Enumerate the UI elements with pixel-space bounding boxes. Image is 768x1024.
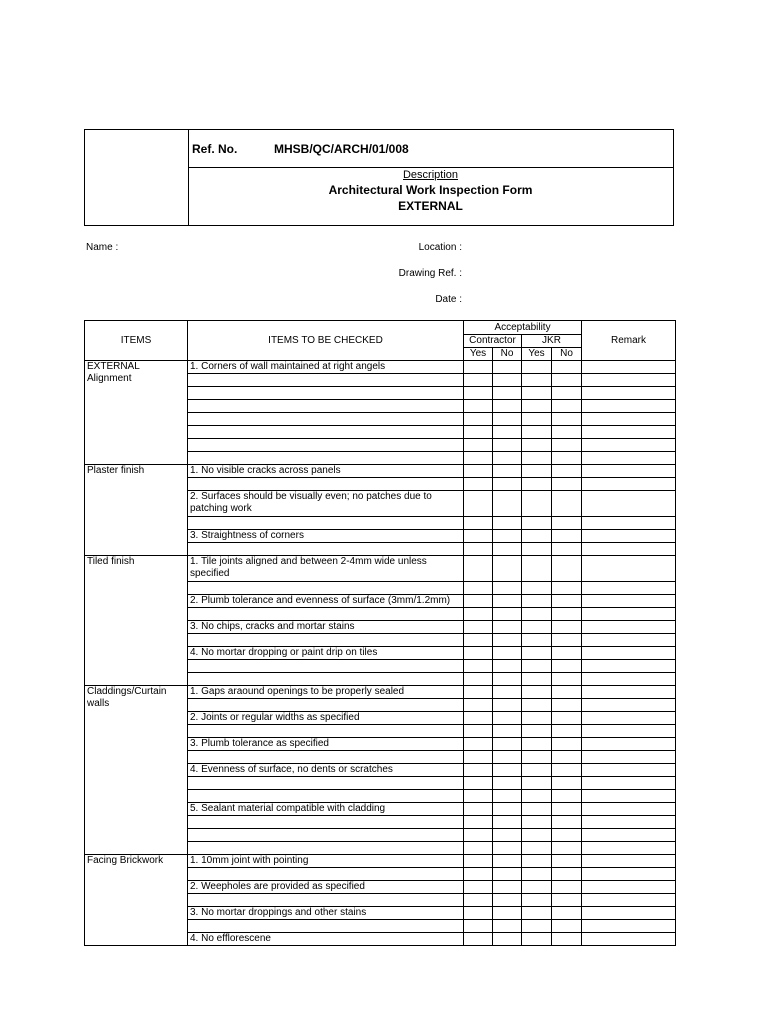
jkr-yes-cell[interactable] xyxy=(522,465,552,478)
jkr-no-cell[interactable] xyxy=(552,699,582,712)
jkr-no-cell[interactable] xyxy=(552,634,582,647)
contractor-yes-cell[interactable] xyxy=(464,491,493,517)
remark-cell[interactable] xyxy=(582,478,676,491)
jkr-no-cell[interactable] xyxy=(552,751,582,764)
jkr-yes-cell[interactable] xyxy=(522,517,552,530)
jkr-no-cell[interactable] xyxy=(552,582,582,595)
check-item-text xyxy=(188,543,464,556)
jkr-no-cell[interactable] xyxy=(552,517,582,530)
contractor-no-cell[interactable] xyxy=(493,842,522,855)
remark-cell[interactable] xyxy=(582,582,676,595)
table-row xyxy=(85,556,676,582)
remark-cell[interactable] xyxy=(582,842,676,855)
contractor-no-cell[interactable] xyxy=(493,803,522,816)
jkr-no-cell[interactable] xyxy=(552,842,582,855)
remark-cell[interactable] xyxy=(582,439,676,452)
contractor-no-cell[interactable] xyxy=(493,725,522,738)
col-jkr-header: JKR xyxy=(522,335,582,348)
remark-cell[interactable] xyxy=(582,725,676,738)
contractor-yes-cell[interactable] xyxy=(464,374,493,387)
drawing-ref-label: Drawing Ref. : xyxy=(398,268,462,279)
jkr-no-cell[interactable] xyxy=(552,530,582,543)
jkr-no-cell[interactable] xyxy=(552,647,582,660)
jkr-yes-cell[interactable] xyxy=(522,374,552,387)
remark-cell[interactable] xyxy=(582,764,676,777)
jkr-no-cell[interactable] xyxy=(552,920,582,933)
table-row xyxy=(85,686,676,699)
jkr-no-cell[interactable] xyxy=(552,686,582,699)
contractor-no-cell[interactable] xyxy=(493,829,522,842)
jkr-no-cell[interactable] xyxy=(552,907,582,920)
remark-cell[interactable] xyxy=(582,647,676,660)
jkr-yes-cell[interactable] xyxy=(522,387,552,400)
remark-cell[interactable] xyxy=(582,855,676,868)
contractor-no-cell[interactable] xyxy=(493,751,522,764)
remark-cell[interactable] xyxy=(582,491,676,517)
check-item-text: 3. Plumb tolerance as specified xyxy=(188,738,464,751)
jkr-no-cell[interactable] xyxy=(552,400,582,413)
remark-cell[interactable] xyxy=(582,413,676,426)
jkr-yes-cell[interactable] xyxy=(522,582,552,595)
check-item-text xyxy=(188,816,464,829)
check-item-text: 1. Gaps araound openings to be properly sealed xyxy=(188,686,464,699)
contractor-no-cell[interactable] xyxy=(493,595,522,608)
contractor-yes-cell[interactable] xyxy=(464,751,493,764)
remark-cell[interactable] xyxy=(582,712,676,725)
ref-label: Ref. No. xyxy=(192,142,238,156)
jkr-no-cell[interactable] xyxy=(552,868,582,881)
jkr-no-cell[interactable] xyxy=(552,439,582,452)
jkr-yes-cell[interactable] xyxy=(522,556,552,582)
contractor-yes-cell[interactable] xyxy=(464,517,493,530)
jkr-no-cell[interactable] xyxy=(552,933,582,946)
check-item-text xyxy=(188,413,464,426)
jkr-yes-cell[interactable] xyxy=(522,686,552,699)
contractor-no-cell[interactable] xyxy=(493,790,522,803)
jkr-yes-cell[interactable] xyxy=(522,868,552,881)
contractor-yes-cell[interactable] xyxy=(464,868,493,881)
contractor-no-cell[interactable] xyxy=(493,465,522,478)
check-item-text xyxy=(188,634,464,647)
contractor-yes-cell[interactable] xyxy=(464,439,493,452)
contractor-yes-cell[interactable] xyxy=(464,647,493,660)
contractor-yes-cell[interactable] xyxy=(464,413,493,426)
remark-cell[interactable] xyxy=(582,673,676,686)
contractor-yes-cell[interactable] xyxy=(464,790,493,803)
col-check-header: ITEMS TO BE CHECKED xyxy=(188,321,464,361)
remark-cell[interactable] xyxy=(582,608,676,621)
form-title: Architectural Work Inspection Form xyxy=(328,183,533,197)
contractor-no-cell[interactable] xyxy=(493,530,522,543)
contractor-yes-cell[interactable] xyxy=(464,907,493,920)
remark-cell[interactable] xyxy=(582,894,676,907)
check-item-text xyxy=(188,582,464,595)
remark-cell[interactable] xyxy=(582,829,676,842)
check-item-text xyxy=(188,751,464,764)
remark-cell[interactable] xyxy=(582,426,676,439)
jkr-no-cell[interactable] xyxy=(552,790,582,803)
check-item-text: 3. No mortar droppings and other stains xyxy=(188,907,464,920)
remark-cell[interactable] xyxy=(582,738,676,751)
contractor-no-cell[interactable] xyxy=(493,881,522,894)
contractor-no-cell[interactable] xyxy=(493,517,522,530)
jkr-yes-cell[interactable] xyxy=(522,933,552,946)
contractor-yes-cell[interactable] xyxy=(464,699,493,712)
contractor-no-cell[interactable] xyxy=(493,816,522,829)
contractor-no-cell[interactable] xyxy=(493,374,522,387)
col-contractor-yes: Yes xyxy=(464,348,493,361)
check-item-text xyxy=(188,842,464,855)
contractor-no-cell[interactable] xyxy=(493,673,522,686)
check-item-text xyxy=(188,673,464,686)
jkr-yes-cell[interactable] xyxy=(522,595,552,608)
contractor-yes-cell[interactable] xyxy=(464,933,493,946)
remark-cell[interactable] xyxy=(582,881,676,894)
check-item-text xyxy=(188,660,464,673)
jkr-yes-cell[interactable] xyxy=(522,452,552,465)
contractor-yes-cell[interactable] xyxy=(464,543,493,556)
check-item-text: 4. No mortar dropping or paint drip on tiles xyxy=(188,647,464,660)
contractor-yes-cell[interactable] xyxy=(464,387,493,400)
jkr-yes-cell[interactable] xyxy=(522,634,552,647)
contractor-yes-cell[interactable] xyxy=(464,582,493,595)
contractor-no-cell[interactable] xyxy=(493,738,522,751)
jkr-yes-cell[interactable] xyxy=(522,777,552,790)
check-item-text: 1. 10mm joint with pointing xyxy=(188,855,464,868)
jkr-yes-cell[interactable] xyxy=(522,803,552,816)
contractor-no-cell[interactable] xyxy=(493,387,522,400)
contractor-no-cell[interactable] xyxy=(493,608,522,621)
contractor-yes-cell[interactable] xyxy=(464,660,493,673)
contractor-yes-cell[interactable] xyxy=(464,894,493,907)
item-category: Claddings/Curtain walls xyxy=(85,686,188,855)
col-items-header: ITEMS xyxy=(85,321,188,361)
col-contractor-no: No xyxy=(493,348,522,361)
jkr-yes-cell[interactable] xyxy=(522,660,552,673)
remark-cell[interactable] xyxy=(582,699,676,712)
jkr-no-cell[interactable] xyxy=(552,712,582,725)
col-contractor-header: Contractor xyxy=(464,335,522,348)
jkr-no-cell[interactable] xyxy=(552,725,582,738)
date-label: Date : xyxy=(435,294,462,305)
check-item-text xyxy=(188,829,464,842)
check-item-text: 5. Sealant material compatible with cladding xyxy=(188,803,464,816)
contractor-no-cell[interactable] xyxy=(493,933,522,946)
check-item-text: 1. No visible cracks across panels xyxy=(188,465,464,478)
contractor-no-cell[interactable] xyxy=(493,894,522,907)
contractor-no-cell[interactable] xyxy=(493,764,522,777)
remark-cell[interactable] xyxy=(582,790,676,803)
contractor-no-cell[interactable] xyxy=(493,439,522,452)
ref-value: MHSB/QC/ARCH/01/008 xyxy=(274,142,409,156)
contractor-yes-cell[interactable] xyxy=(464,712,493,725)
contractor-no-cell[interactable] xyxy=(493,634,522,647)
remark-cell[interactable] xyxy=(582,530,676,543)
check-item-text: 2. Joints or regular widths as specified xyxy=(188,712,464,725)
check-item-text xyxy=(188,452,464,465)
check-item-text: 2. Plumb tolerance and evenness of surface (3mm/1.2mm) xyxy=(188,595,464,608)
jkr-yes-cell[interactable] xyxy=(522,881,552,894)
item-category: EXTERNAL Alignment xyxy=(85,361,188,465)
contractor-yes-cell[interactable] xyxy=(464,673,493,686)
contractor-no-cell[interactable] xyxy=(493,582,522,595)
contractor-yes-cell[interactable] xyxy=(464,556,493,582)
remark-cell[interactable] xyxy=(582,907,676,920)
inspection-table xyxy=(84,320,676,946)
check-item-text: 3. No chips, cracks and mortar stains xyxy=(188,621,464,634)
remark-cell[interactable] xyxy=(582,556,676,582)
jkr-no-cell[interactable] xyxy=(552,621,582,634)
form-header xyxy=(84,129,674,226)
remark-cell[interactable] xyxy=(582,933,676,946)
jkr-no-cell[interactable] xyxy=(552,465,582,478)
ref-row xyxy=(188,130,673,168)
contractor-yes-cell[interactable] xyxy=(464,764,493,777)
jkr-no-cell[interactable] xyxy=(552,660,582,673)
jkr-no-cell[interactable] xyxy=(552,556,582,582)
contractor-no-cell[interactable] xyxy=(493,868,522,881)
jkr-no-cell[interactable] xyxy=(552,595,582,608)
jkr-no-cell[interactable] xyxy=(552,816,582,829)
check-item-text xyxy=(188,608,464,621)
jkr-yes-cell[interactable] xyxy=(522,842,552,855)
remark-cell[interactable] xyxy=(582,387,676,400)
remark-cell[interactable] xyxy=(582,621,676,634)
check-item-text xyxy=(188,387,464,400)
contractor-no-cell[interactable] xyxy=(493,920,522,933)
remark-cell[interactable] xyxy=(582,777,676,790)
jkr-no-cell[interactable] xyxy=(552,543,582,556)
jkr-yes-cell[interactable] xyxy=(522,608,552,621)
contractor-yes-cell[interactable] xyxy=(464,530,493,543)
remark-cell[interactable] xyxy=(582,543,676,556)
remark-cell[interactable] xyxy=(582,361,676,374)
logo-placeholder xyxy=(85,130,189,225)
check-item-text xyxy=(188,400,464,413)
contractor-yes-cell[interactable] xyxy=(464,816,493,829)
contractor-no-cell[interactable] xyxy=(493,556,522,582)
jkr-no-cell[interactable] xyxy=(552,855,582,868)
jkr-no-cell[interactable] xyxy=(552,738,582,751)
remark-cell[interactable] xyxy=(582,751,676,764)
remark-cell[interactable] xyxy=(582,660,676,673)
jkr-no-cell[interactable] xyxy=(552,673,582,686)
jkr-yes-cell[interactable] xyxy=(522,816,552,829)
description-block xyxy=(188,167,673,225)
jkr-yes-cell[interactable] xyxy=(522,478,552,491)
check-item-text: 4. No efflorescene xyxy=(188,933,464,946)
jkr-no-cell[interactable] xyxy=(552,608,582,621)
jkr-no-cell[interactable] xyxy=(552,803,582,816)
jkr-yes-cell[interactable] xyxy=(522,738,552,751)
name-label: Name : xyxy=(86,242,119,253)
contractor-no-cell[interactable] xyxy=(493,777,522,790)
remark-cell[interactable] xyxy=(582,517,676,530)
jkr-yes-cell[interactable] xyxy=(522,673,552,686)
jkr-yes-cell[interactable] xyxy=(522,543,552,556)
contractor-yes-cell[interactable] xyxy=(464,621,493,634)
jkr-yes-cell[interactable] xyxy=(522,439,552,452)
contractor-yes-cell[interactable] xyxy=(464,478,493,491)
jkr-yes-cell[interactable] xyxy=(522,361,552,374)
check-item-text: 2. Weepholes are provided as specified xyxy=(188,881,464,894)
table-row xyxy=(85,465,676,478)
jkr-no-cell[interactable] xyxy=(552,764,582,777)
jkr-no-cell[interactable] xyxy=(552,478,582,491)
jkr-yes-cell[interactable] xyxy=(522,764,552,777)
contractor-no-cell[interactable] xyxy=(493,491,522,517)
contractor-yes-cell[interactable] xyxy=(464,686,493,699)
remark-cell[interactable] xyxy=(582,595,676,608)
check-item-text xyxy=(188,426,464,439)
jkr-yes-cell[interactable] xyxy=(522,530,552,543)
jkr-no-cell[interactable] xyxy=(552,374,582,387)
contractor-no-cell[interactable] xyxy=(493,413,522,426)
jkr-yes-cell[interactable] xyxy=(522,712,552,725)
form-subtitle: EXTERNAL xyxy=(398,199,463,213)
table-row xyxy=(85,855,676,868)
check-item-text xyxy=(188,790,464,803)
contractor-no-cell[interactable] xyxy=(493,712,522,725)
jkr-no-cell[interactable] xyxy=(552,361,582,374)
contractor-no-cell[interactable] xyxy=(493,426,522,439)
jkr-no-cell[interactable] xyxy=(552,387,582,400)
contractor-yes-cell[interactable] xyxy=(464,803,493,816)
jkr-yes-cell[interactable] xyxy=(522,699,552,712)
jkr-yes-cell[interactable] xyxy=(522,829,552,842)
jkr-no-cell[interactable] xyxy=(552,881,582,894)
remark-cell[interactable] xyxy=(582,686,676,699)
jkr-no-cell[interactable] xyxy=(552,491,582,517)
jkr-no-cell[interactable] xyxy=(552,829,582,842)
contractor-yes-cell[interactable] xyxy=(464,738,493,751)
contractor-no-cell[interactable] xyxy=(493,452,522,465)
jkr-no-cell[interactable] xyxy=(552,426,582,439)
remark-cell[interactable] xyxy=(582,465,676,478)
jkr-yes-cell[interactable] xyxy=(522,751,552,764)
check-item-text: 1. Tile joints aligned and between 2-4mm wide unless specified xyxy=(188,556,464,582)
contractor-no-cell[interactable] xyxy=(493,660,522,673)
contractor-yes-cell[interactable] xyxy=(464,842,493,855)
contractor-no-cell[interactable] xyxy=(493,686,522,699)
check-item-text xyxy=(188,478,464,491)
check-item-text: 3. Straightness of corners xyxy=(188,530,464,543)
item-category: Plaster finish xyxy=(85,465,188,556)
contractor-no-cell[interactable] xyxy=(493,621,522,634)
contractor-yes-cell[interactable] xyxy=(464,608,493,621)
check-item-text: 2. Surfaces should be visually even; no patches due to patching work xyxy=(188,491,464,517)
item-category: Facing Brickwork xyxy=(85,855,188,946)
contractor-yes-cell[interactable] xyxy=(464,920,493,933)
location-label: Location : xyxy=(418,242,462,253)
contractor-no-cell[interactable] xyxy=(493,855,522,868)
jkr-yes-cell[interactable] xyxy=(522,855,552,868)
jkr-yes-cell[interactable] xyxy=(522,400,552,413)
check-item-text xyxy=(188,725,464,738)
item-category: Tiled finish xyxy=(85,556,188,686)
contractor-yes-cell[interactable] xyxy=(464,465,493,478)
contractor-yes-cell[interactable] xyxy=(464,855,493,868)
contractor-no-cell[interactable] xyxy=(493,478,522,491)
jkr-no-cell[interactable] xyxy=(552,894,582,907)
contractor-yes-cell[interactable] xyxy=(464,777,493,790)
check-item-text xyxy=(188,699,464,712)
remark-cell[interactable] xyxy=(582,816,676,829)
col-remark-header: Remark xyxy=(582,321,676,361)
jkr-yes-cell[interactable] xyxy=(522,413,552,426)
check-item-text xyxy=(188,894,464,907)
col-jkr-yes: Yes xyxy=(522,348,552,361)
contractor-no-cell[interactable] xyxy=(493,361,522,374)
contractor-yes-cell[interactable] xyxy=(464,881,493,894)
contractor-yes-cell[interactable] xyxy=(464,595,493,608)
jkr-no-cell[interactable] xyxy=(552,777,582,790)
remark-cell[interactable] xyxy=(582,803,676,816)
check-item-text xyxy=(188,517,464,530)
jkr-yes-cell[interactable] xyxy=(522,491,552,517)
contractor-no-cell[interactable] xyxy=(493,699,522,712)
check-item-text: 1. Corners of wall maintained at right angels xyxy=(188,361,464,374)
check-item-text xyxy=(188,374,464,387)
remark-cell[interactable] xyxy=(582,634,676,647)
table-row xyxy=(85,361,676,374)
jkr-yes-cell[interactable] xyxy=(522,907,552,920)
jkr-yes-cell[interactable] xyxy=(522,426,552,439)
contractor-yes-cell[interactable] xyxy=(464,725,493,738)
remark-cell[interactable] xyxy=(582,452,676,465)
description-label: Description xyxy=(402,169,459,181)
remark-cell[interactable] xyxy=(582,868,676,881)
check-item-text xyxy=(188,868,464,881)
contractor-yes-cell[interactable] xyxy=(464,400,493,413)
contractor-yes-cell[interactable] xyxy=(464,361,493,374)
contractor-no-cell[interactable] xyxy=(493,647,522,660)
col-acceptability-header: Acceptability xyxy=(464,321,582,335)
remark-cell[interactable] xyxy=(582,400,676,413)
contractor-yes-cell[interactable] xyxy=(464,426,493,439)
jkr-yes-cell[interactable] xyxy=(522,894,552,907)
contractor-no-cell[interactable] xyxy=(493,543,522,556)
contractor-no-cell[interactable] xyxy=(493,400,522,413)
remark-cell[interactable] xyxy=(582,374,676,387)
col-jkr-no: No xyxy=(552,348,582,361)
jkr-no-cell[interactable] xyxy=(552,413,582,426)
jkr-no-cell[interactable] xyxy=(552,452,582,465)
check-item-text: 4. Evenness of surface, no dents or scratches xyxy=(188,764,464,777)
jkr-yes-cell[interactable] xyxy=(522,790,552,803)
jkr-yes-cell[interactable] xyxy=(522,647,552,660)
contractor-yes-cell[interactable] xyxy=(464,634,493,647)
jkr-yes-cell[interactable] xyxy=(522,920,552,933)
contractor-no-cell[interactable] xyxy=(493,907,522,920)
check-item-text xyxy=(188,439,464,452)
check-item-text xyxy=(188,920,464,933)
jkr-yes-cell[interactable] xyxy=(522,725,552,738)
contractor-yes-cell[interactable] xyxy=(464,829,493,842)
check-item-text xyxy=(188,777,464,790)
jkr-yes-cell[interactable] xyxy=(522,621,552,634)
remark-cell[interactable] xyxy=(582,920,676,933)
contractor-yes-cell[interactable] xyxy=(464,452,493,465)
